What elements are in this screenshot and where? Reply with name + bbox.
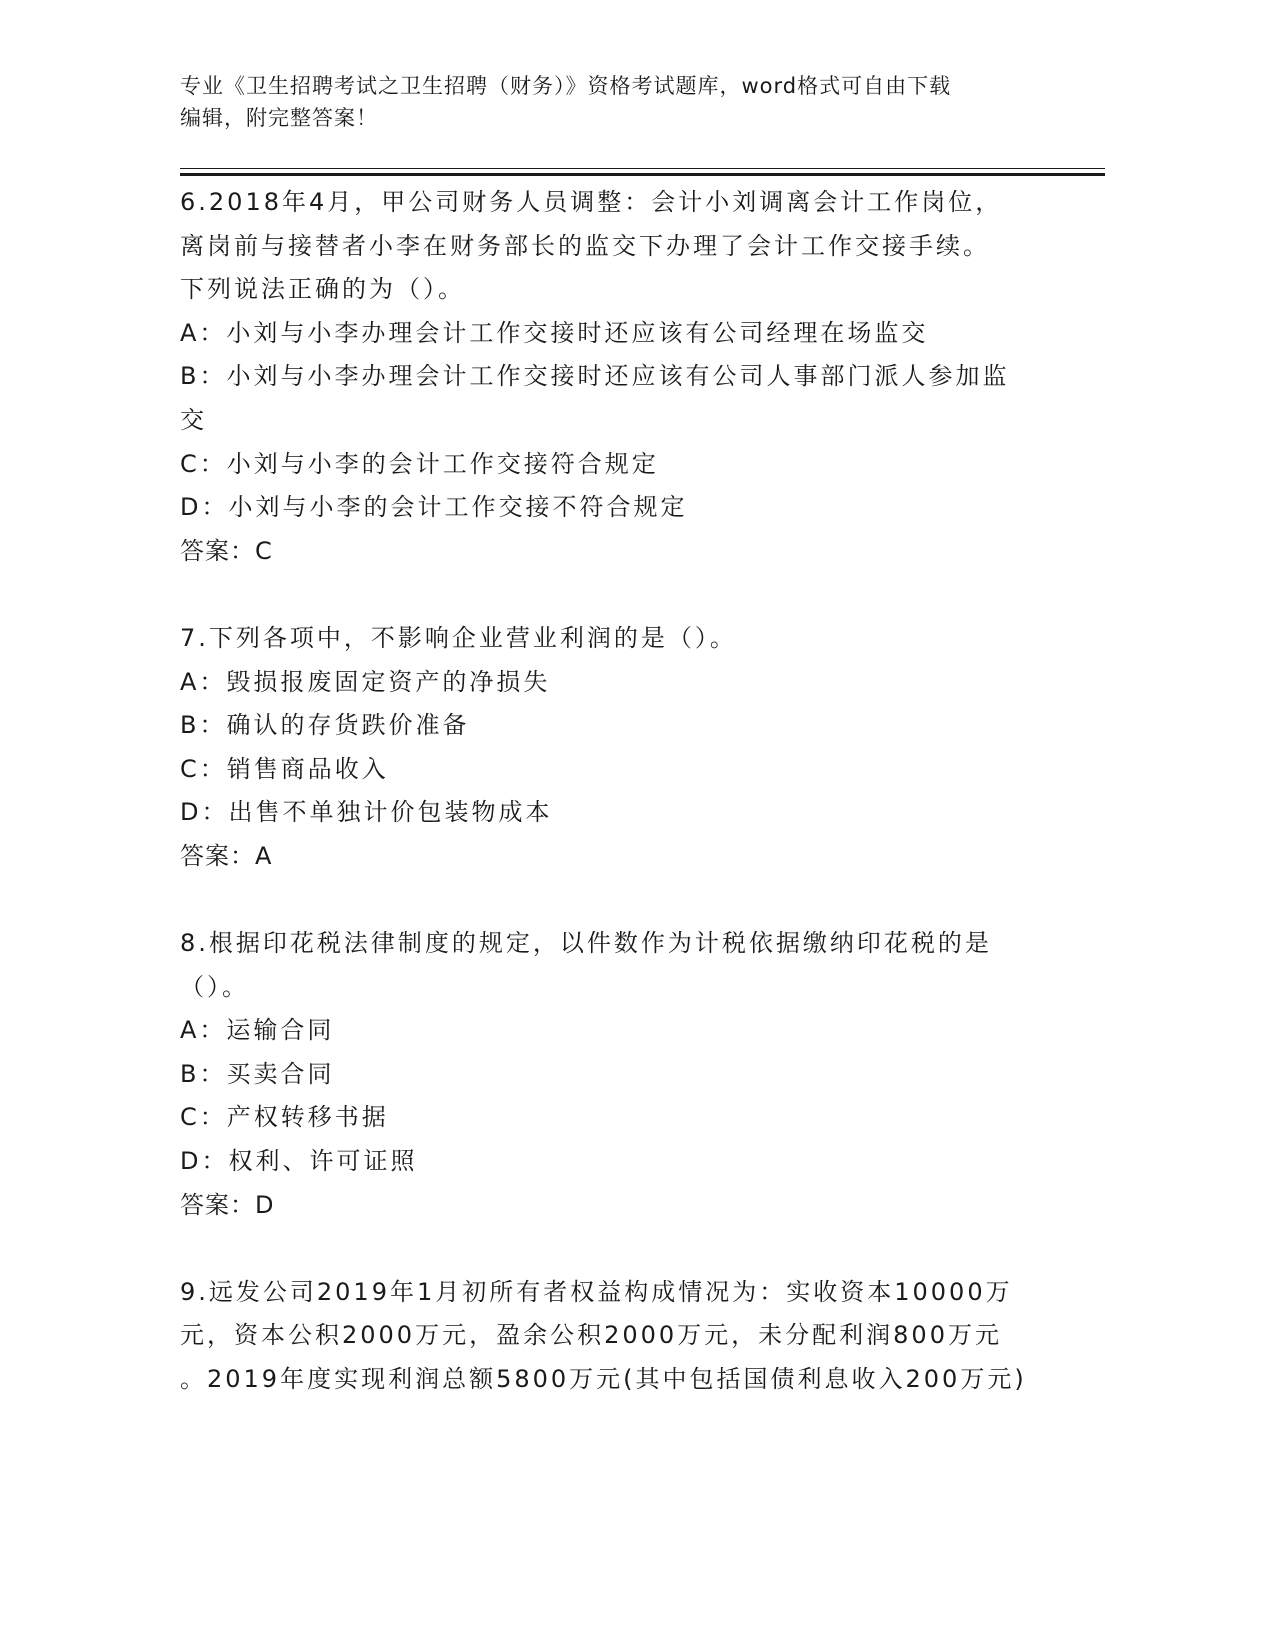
option-c: C：小刘与小李的会计工作交接符合规定	[180, 449, 659, 478]
question-stem-line: （）。	[180, 972, 249, 1001]
option-b: B：买卖合同	[180, 1059, 335, 1088]
question-8	[180, 922, 1050, 1227]
question-stem-line: 7.下列各项中，不影响企业营业利润的是（）。	[180, 623, 737, 652]
document-header	[180, 70, 1040, 134]
question-7	[180, 617, 1050, 879]
question-stem-line: 8.根据印花税法律制度的规定，以件数作为计税依据缴纳印花税的是	[180, 929, 992, 958]
option-d: D：权利、许可证照	[180, 1147, 418, 1176]
option-a: A：毁损报废固定资产的净损失	[180, 667, 551, 696]
question-6	[180, 181, 1050, 573]
header-rule-thick	[180, 173, 1105, 176]
question-stem-line: 元，资本公积2000万元，盈余公积2000万元，未分配利润800万元	[180, 1321, 1002, 1350]
question-spacer	[180, 1227, 1050, 1271]
question-list	[180, 181, 1050, 1402]
header-line-2: 编辑，附完整答案！	[180, 106, 378, 130]
option-b-continued: 交	[180, 405, 207, 434]
question-spacer	[180, 879, 1050, 923]
question-9	[180, 1271, 1050, 1402]
option-a: A：小刘与小李办理会计工作交接时还应该有公司经理在场监交	[180, 318, 929, 347]
question-stem-line: 。2019年度实现利润总额5800万元(其中包括国债利息收入200万元)	[180, 1365, 1027, 1394]
question-stem-line: 9.远发公司2019年1月初所有者权益构成情况为：实收资本10000万	[180, 1277, 1013, 1306]
header-rule-thin	[180, 168, 1105, 169]
header-line-1: 专业《卫生招聘考试之卫生招聘（财务）》资格考试题库，word格式可自由下载	[180, 74, 952, 98]
question-spacer	[180, 573, 1050, 617]
question-stem-line: 6.2018年4月，甲公司财务人员调整：会计小刘调离会计工作岗位，	[180, 188, 1003, 216]
question-stem-line: 离岗前与接替者小李在财务部长的监交下办理了会计工作交接手续。	[180, 231, 990, 260]
option-b: B：确认的存货跌价准备	[180, 711, 470, 740]
question-stem-line: 下列说法正确的为（）。	[180, 275, 465, 304]
option-c: C：产权转移书据	[180, 1103, 389, 1132]
option-c: C：销售商品收入	[180, 754, 389, 783]
answer-label: 答案：C	[180, 536, 273, 565]
answer-label: 答案：D	[180, 1190, 275, 1219]
answer-label: 答案：A	[180, 841, 273, 870]
option-a: A：运输合同	[180, 1016, 335, 1045]
option-d: D：出售不单独计价包装物成本	[180, 798, 553, 827]
option-d: D：小刘与小李的会计工作交接不符合规定	[180, 493, 688, 522]
option-b: B：小刘与小李办理会计工作交接时还应该有公司人事部门派人参加监	[180, 362, 1010, 391]
